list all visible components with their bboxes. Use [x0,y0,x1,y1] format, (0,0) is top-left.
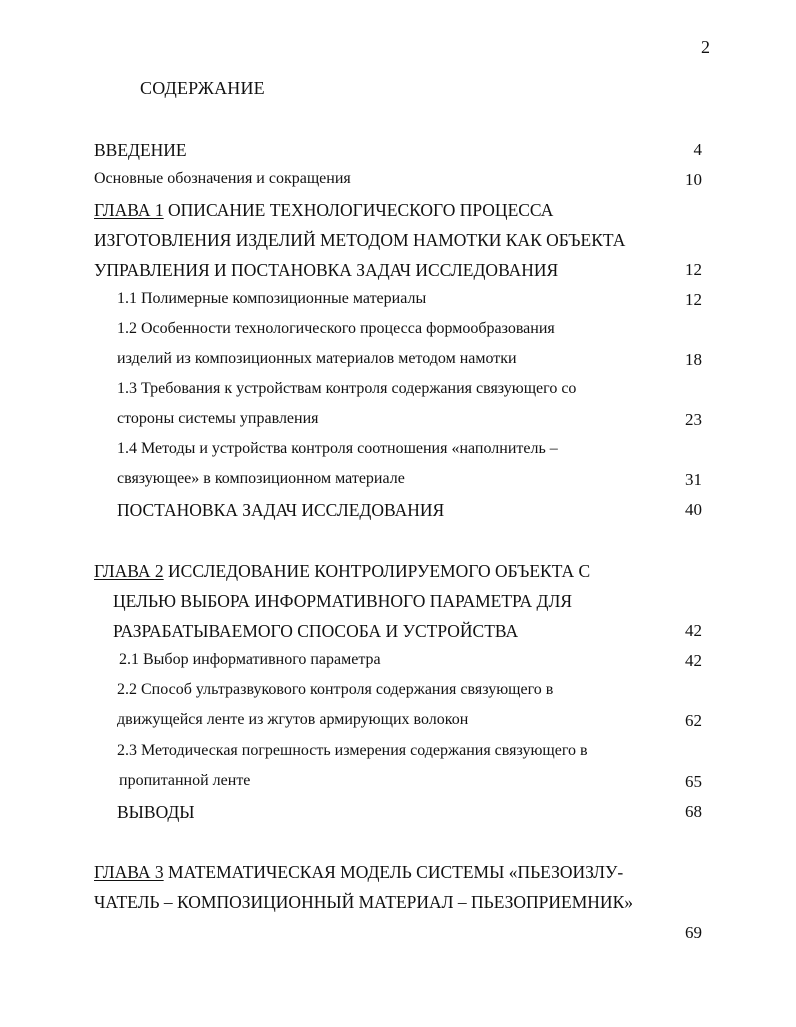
toc-entry-2-3-line1: 2.3 Методическая погрешность измерения содержания связующего в [117,742,588,759]
toc-entry-intro: ВВЕДЕНИЕ [94,140,187,160]
toc-page-ch3: 69 [685,923,702,942]
toc-page-1-3: 23 [685,410,702,429]
chapter-3-title-line2: ЧАТЕЛЬ – КОМПОЗИЦИОННЫЙ МАТЕРИАЛ – ПЬЕЗОПРИЕМНИК» [94,892,633,912]
toc-entry-1-4-line2: связующее» в композиционном материале [117,470,405,487]
toc-page-1-2: 18 [685,350,702,369]
chapter-2-title-line3: РАЗРАБАТЫВАЕМОГО СПОСОБА И УСТРОЙСТВА [113,621,519,641]
toc-page-2-conclusions: 68 [685,802,702,821]
chapter-1-title-line1: ОПИСАНИЕ ТЕХНОЛОГИЧЕСКОГО ПРОЦЕССА [163,200,554,220]
chapter-2-title-line2: ЦЕЛЬЮ ВЫБОРА ИНФОРМАТИВНОГО ПАРАМЕТРА ДЛЯ [113,591,573,611]
toc-entry-2-3-line2: пропитанной ленте [119,772,251,789]
toc-entry-2-2-line2: движущейся ленте из жгутов армирующих волокон [117,711,469,728]
toc-page-2-1: 42 [685,651,702,670]
chapter-2-label: ГЛАВА 2 [94,561,164,581]
chapter-3-label: ГЛАВА 3 [94,862,164,882]
toc-page-intro: 4 [693,140,702,159]
toc-entry-1-3-line1: 1.3 Требования к устройствам контроля содержания связующего со [117,380,577,397]
toc-entry-abbrev: Основные обозначения и сокращения [94,170,351,187]
toc-chapter-2-heading [94,561,590,582]
toc-page-ch1: 12 [685,260,702,279]
toc-entry-1-3-line2: стороны системы управления [117,410,319,427]
toc-entry-2-conclusions: ВЫВОДЫ [117,802,195,822]
toc-chapter-1-heading [94,200,553,221]
toc-page-1-4: 31 [685,470,702,489]
toc-page-2-2: 62 [685,711,702,730]
toc-entry-1-2-line2: изделий из композиционных материалов методом намотки [117,350,517,367]
chapter-3-title-line1: МАТЕМАТИЧЕСКАЯ МОДЕЛЬ СИСТЕМЫ «ПЬЕЗОИЗЛУ- [163,862,624,882]
toc-entry-1-4-line1: 1.4 Методы и устройства контроля соотношения «наполнитель – [117,440,558,457]
toc-entry-2-2-line1: 2.2 Способ ультразвукового контроля содержания связующего в [117,681,554,698]
toc-page-1-tasks: 40 [685,500,702,519]
toc-entry-1-1: 1.1 Полимерные композиционные материалы [117,290,427,307]
toc-chapter-3-heading [94,862,623,883]
toc-entry-2-1: 2.1 Выбор информативного параметра [119,651,381,668]
page-title: СОДЕРЖАНИЕ [140,78,265,98]
toc-entry-1-2-line1: 1.2 Особенности технологического процесса формообразования [117,320,555,337]
chapter-1-label: ГЛАВА 1 [94,200,164,220]
chapter-1-title-line3: УПРАВЛЕНИЯ И ПОСТАНОВКА ЗАДАЧ ИССЛЕДОВАНИЯ [94,260,559,280]
toc-entry-1-tasks: ПОСТАНОВКА ЗАДАЧ ИССЛЕДОВАНИЯ [117,500,445,520]
toc-page-abbrev: 10 [685,170,702,189]
toc-page-2-3: 65 [685,772,702,791]
toc-page-1-1: 12 [685,290,702,309]
toc-page-ch2: 42 [685,621,702,640]
chapter-2-title-line1: ИССЛЕДОВАНИЕ КОНТРОЛИРУЕМОГО ОБЪЕКТА С [163,561,591,581]
page-number: 2 [701,37,710,57]
chapter-1-title-line2: ИЗГОТОВЛЕНИЯ ИЗДЕЛИЙ МЕТОДОМ НАМОТКИ КАК ОБЪЕКТА [94,230,626,250]
